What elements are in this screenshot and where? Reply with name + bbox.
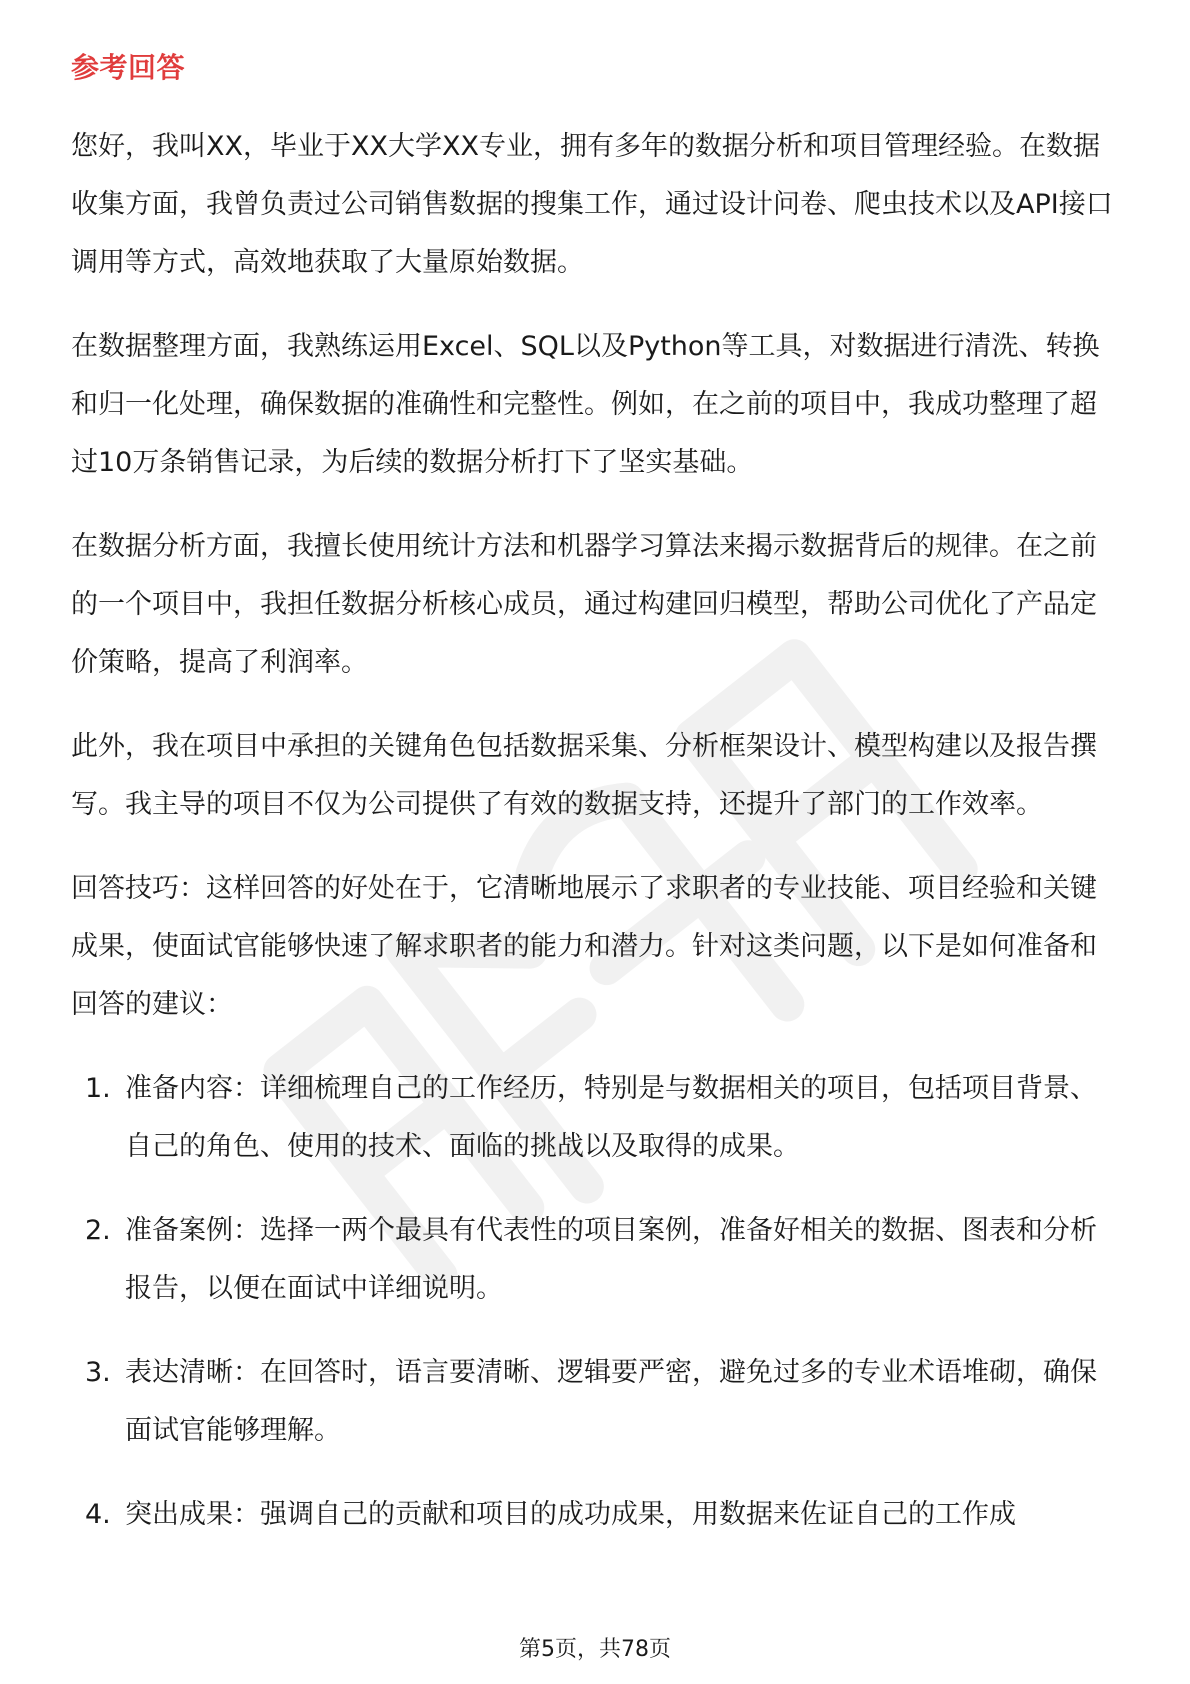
list-number: 4. xyxy=(85,1499,111,1530)
paragraph-data-analysis: 在数据分析方面，我擅长使用统计方法和机器学习算法来揭示数据背后的规律。在之前的一个项目中，我担任数据分析核心成员，通过构建回归模型，帮助公司优化了产品定价策略，提高了利润率。 xyxy=(71,531,1097,678)
list-item xyxy=(71,1060,1121,1176)
list-number: 1. xyxy=(85,1073,111,1104)
list-text: 准备案例：选择一两个最具有代表性的项目案例，准备好相关的数据、图表和分析报告，以便在面试中详细说明。 xyxy=(125,1215,1097,1304)
list-text: 准备内容：详细梳理自己的工作经历，特别是与数据相关的项目，包括项目背景、自己的角色、使用的技术、面临的挑战以及取得的成果。 xyxy=(125,1073,1097,1162)
list-text: 表达清晰：在回答时，语言要清晰、逻辑要严密，避免过多的专业术语堆砌，确保面试官能够理解。 xyxy=(125,1357,1097,1446)
paragraph-key-roles: 此外，我在项目中承担的关键角色包括数据采集、分析框架设计、模型构建以及报告撰写。我主导的项目不仅为公司提供了有效的数据支持，还提升了部门的工作效率。 xyxy=(71,731,1097,820)
paragraph-intro: 您好，我叫XX，毕业于XX大学XX专业，拥有多年的数据分析和项目管理经验。在数据收集方面，我曾负责过公司销售数据的搜集工作，通过设计问卷、爬虫技术以及API接口调用等方式，高效地获取了大量原始数据。 xyxy=(71,131,1113,278)
page-heading: 参考回答 xyxy=(71,51,186,84)
list-number: 2. xyxy=(85,1215,111,1246)
document-body xyxy=(71,118,1121,1570)
paragraph-data-cleaning: 在数据整理方面，我熟练运用Excel、SQL以及Python等工具，对数据进行清洗、转换和归一化处理，确保数据的准确性和完整性。例如，在之前的项目中，我成功整理了超过10万条销售记录，为后续的数据分析打下了坚实基础。 xyxy=(71,331,1100,478)
list-item xyxy=(71,1202,1121,1318)
paragraph-answer-tips: 回答技巧：这样回答的好处在于，它清晰地展示了求职者的专业技能、项目经验和关键成果，使面试官能够快速了解求职者的能力和潜力。针对这类问题，以下是如何准备和回答的建议： xyxy=(71,873,1097,1020)
list-item xyxy=(71,1344,1121,1460)
list-number: 3. xyxy=(85,1357,111,1388)
list-item xyxy=(71,1486,1121,1544)
page-footer: 第5页，共78页 xyxy=(519,1637,671,1662)
list-text: 突出成果：强调自己的贡献和项目的成功成果，用数据来佐证自己的工作成 xyxy=(125,1499,1016,1530)
advice-list xyxy=(71,1060,1121,1544)
